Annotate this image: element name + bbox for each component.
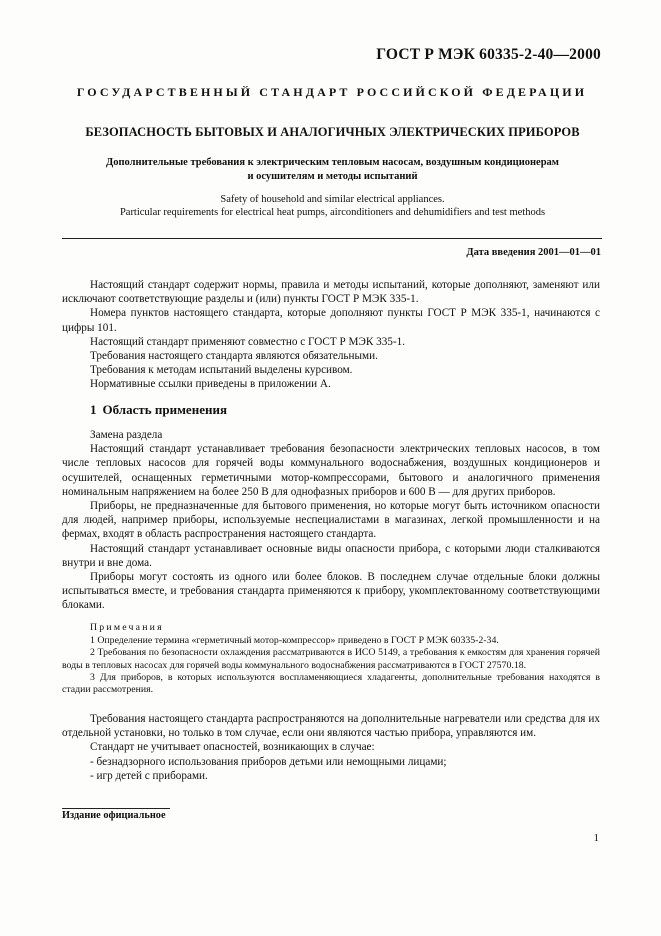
subtitle-line: Дополнительные требования к электрическим тепловым насосам, воздушным кондиционерам xyxy=(106,157,559,168)
intro-paragraphs xyxy=(62,278,600,392)
list-item: - безнадзорного использования приборов детьми или немощными лицами; xyxy=(90,755,447,768)
state-standard-banner: ГОСУДАРСТВЕННЫЙ СТАНДАРТ РОССИЙСКОЙ ФЕДЕРАЦИИ xyxy=(76,85,588,99)
subtitle-line: и осушителям и методы испытаний xyxy=(247,171,418,182)
paragraph: Приборы, не предназначенные для бытового применения, но которые могут быть источником опасности для людей, например приборы, используемые неспециалистами в магазинах, легкой промышленности и на фермах, входят в область распространения настоящего стандарта. xyxy=(62,500,600,541)
note-item: 3 Для приборов, в которых используются воспламеняющиеся хладагенты, дополнительные требования находятся в стадии рассмотрения. xyxy=(62,671,600,696)
footer-divider xyxy=(62,808,170,809)
note-item: 1 Определение термина «герметичный мотор-компрессор» приведено в ГОСТ Р МЭК 60335-2-34. xyxy=(90,635,499,647)
section-heading xyxy=(90,402,227,418)
english-title xyxy=(60,193,605,219)
introduction-date: Дата введения 2001—01—01 xyxy=(466,247,601,258)
paragraph: Настоящий стандарт устанавливает основные виды опасности прибора, с которыми люди сталкиваются внутри и вне дома. xyxy=(62,542,600,569)
paragraph: Настоящий стандарт устанавливает требования безопасности электрических тепловых насосов, в том числе тепловых насосов для горячей воды коммунального водоснабжения, воздушных кондиционеров и осушителей, оснащенных герметичными мотор-компрессорами, бытового и аналогичного применения номинальным напряжением на более 250 В для однофазных приборов и 600 В — для других приборов. xyxy=(62,443,600,498)
notes-block xyxy=(62,622,600,696)
paragraph: Требования к методам испытаний выделены курсивом. xyxy=(90,364,353,377)
section-number: 1 xyxy=(90,402,97,417)
after-notes xyxy=(62,712,600,783)
paragraph: Нормативные ссылки приведены в приложении А. xyxy=(90,378,331,391)
paragraph: Номера пунктов настоящего стандарта, которые дополняют пункты ГОСТ Р МЭК 335-1, начинаются с цифры 101. xyxy=(62,307,600,334)
section-body xyxy=(62,428,600,613)
paragraph: Требования настоящего стандарта распространяются на дополнительные нагреватели или средства для их отдельной установки, но только в том случае, если они являются частью прибора, управляются им. xyxy=(62,713,600,740)
english-title-line: Particular requirements for electrical heat pumps, airconditioners and dehumidifiers and test methods xyxy=(119,207,546,218)
title-divider xyxy=(62,238,602,239)
replacement-note: Замена раздела xyxy=(90,429,163,441)
official-edition-label: Издание официальное xyxy=(62,810,166,821)
paragraph: Требования настоящего стандарта являются обязательными. xyxy=(90,350,378,363)
section-title: Область применения xyxy=(102,402,227,417)
list-item: - игр детей с приборами. xyxy=(90,769,208,782)
note-item: 2 Требования по безопасности охлаждения рассматриваются в ИСО 5149, а требования к емкостям для хранения горячей воды в тепловых насосах для горячей воды коммунального водоснабжения рассматриваются в ГОСТ 27570.18. xyxy=(62,647,600,671)
paragraph: Настоящий стандарт применяют совместно с ГОСТ Р МЭК 335-1. xyxy=(90,335,406,348)
paragraph: Настоящий стандарт содержит нормы, правила и методы испытаний, которые дополняют, заменяют или исключают соответствующие разделы и (или) пункты ГОСТ Р МЭК 335-1. xyxy=(62,279,600,306)
paragraph: Приборы могут состоять из одного или более блоков. В последнем случае отдельные блоки должны испытываться вместе, и требования стандарта применяются к прибору, укомплектованному соответствующими блоками. xyxy=(62,571,600,612)
page-number: 1 xyxy=(593,832,599,844)
english-title-line: Safety of household and similar electrical appliances. xyxy=(220,194,445,205)
document-subtitle xyxy=(60,156,605,184)
paragraph: Стандарт не учитывает опасностей, возникающих в случае: xyxy=(90,741,375,754)
document-title: БЕЗОПАСНОСТЬ БЫТОВЫХ И АНАЛОГИЧНЫХ ЭЛЕКТРИЧЕСКИХ ПРИБОРОВ xyxy=(85,125,580,139)
notes-heading: Примечания xyxy=(90,622,164,633)
standard-code: ГОСТ Р МЭК 60335-2-40—2000 xyxy=(376,46,601,63)
